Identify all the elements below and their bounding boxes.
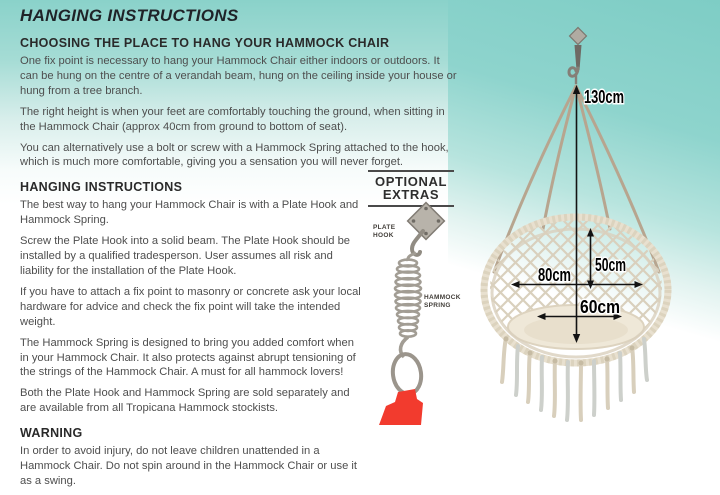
paragraph: If you have to attach a fix point to masonry or concrete ask your local hardware for advice and check the fix point will take the intended weight. [20,285,361,328]
measurement-chair-width: 80cm [538,265,571,285]
paragraph: The right height is when your feet are comfortably touching the ground, when sitting in the Hammock Chair (approx 40cm from ground to bottom of seat). [20,105,445,133]
hammock-chair-diagram [448,0,720,426]
paragraph: The best way to hang your Hammock Chair is with a Plate Hook and Hammock Spring. [20,199,359,227]
measurement-basket-depth: 50cm [595,255,626,275]
plate-hook-label: PLATE [373,224,396,231]
paragraph: One fix point is necessary to hang your Hammock Chair either indoors or outdoors. It can be hung on the centre of a verandah beam, hung on the ceiling inside your house or hung from a tree branch. [20,55,457,97]
paragraph: Screw the Plate Hook into a solid beam. The Plate Hook should be installed by a qualified tradesperson. User assumes all risk and liability for the installation of the Plate Hook. [20,235,351,277]
section-heading: HANGING INSTRUCTIONS [20,180,183,195]
optional-extras-title: OPTIONAL EXTRAS [375,174,447,202]
paragraph: The Hammock Spring is designed to bring you added comfort when in your Hammock Chair. It also protects against abrupt tensioning of the strings of the Hammock Chair. A must for all hammock lovers! [20,336,356,379]
section-warning [20,426,363,489]
hammock-spring-icon [395,253,421,357]
page-title: HANGING INSTRUCTIONS [20,6,239,25]
section-choosing-place [20,36,457,170]
section-hanging-instructions [20,180,363,416]
hammock-spring-label: SPRING [424,302,451,309]
section-heading: CHOOSING THE PLACE TO HANG YOUR HAMMOCK CHAIR [20,36,390,50]
measurement-seat-width: 60cm [580,297,620,317]
optional-extras-box [362,170,460,426]
paragraph: Both the Plate Hook and Hammock Spring are sold separately and are available from all Tropicana Hammock stockists. [20,387,350,415]
plate-hook-label: HOOK [373,232,394,239]
paragraph: In order to avoid injury, do not leave children unattended in a Hammock Chair. Do not spin around in the Hammock Chair or use it as a swing. [20,445,358,487]
ceiling-hook-icon [569,28,586,84]
hammock-spring-label: HAMMOCK [424,294,461,301]
plate-hook-icon [408,203,445,255]
metal-ring-icon [390,352,423,396]
paragraph: You can alternatively use a bolt or screw with a Hammock Spring attached to the hook, which is much more comfortable, giving you a sensation you will never forget. [20,141,449,169]
warning-heading: WARNING [20,426,83,441]
optional-extras-illustration [362,207,460,425]
measurement-hanging-height: 130cm [584,87,624,107]
red-strap [379,389,423,425]
